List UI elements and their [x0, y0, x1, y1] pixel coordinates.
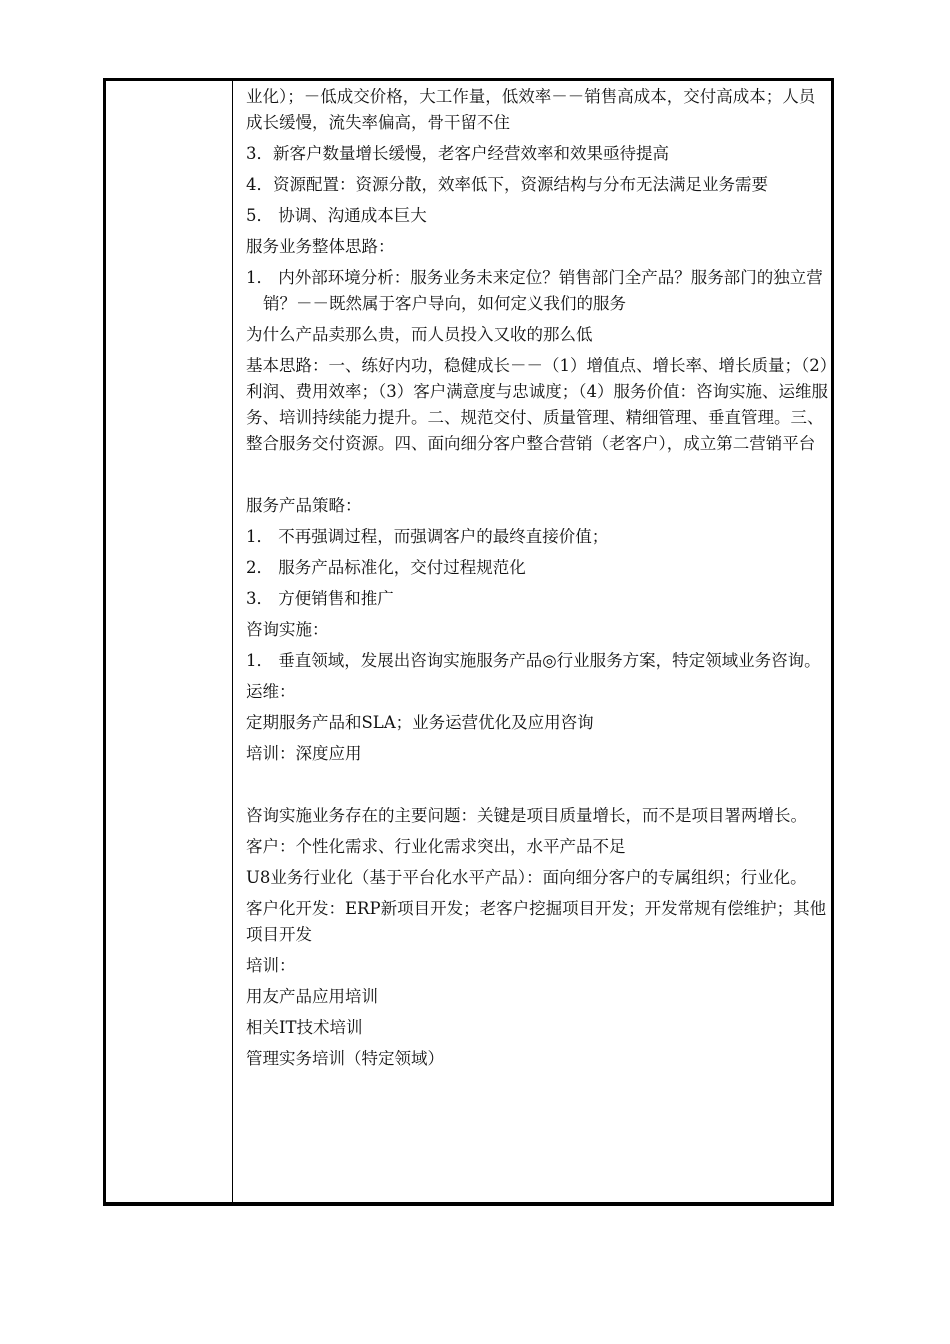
- paragraph-problem-3: 3．新客户数量增长缓慢，老客户经营效率和效果亟待提高: [246, 144, 669, 163]
- column-divider: [232, 81, 233, 1202]
- heading-overall-approach: 服务业务整体思路：: [246, 237, 395, 256]
- paragraph-strategy-3: 3． 方便销售和推广: [246, 589, 394, 608]
- right-column-content: [246, 84, 830, 1077]
- paragraph-customers: 客户：个性化需求、行业化需求突出，水平产品不足: [246, 837, 626, 856]
- paragraph-consulting-1: 1． 垂直领域，发展出咨询实施服务产品◎行业服务方案，特定领域业务咨询。: [246, 651, 821, 670]
- paragraph-pricing-question: 为什么产品卖那么贵，而人员投入又收的那么低: [246, 325, 593, 344]
- paragraph-training-3: 管理实务培训（特定领域）: [246, 1049, 444, 1068]
- paragraph-problem-5: 5． 协调、沟通成本巨大: [246, 206, 427, 225]
- paragraph-training-1: 用友产品应用培训: [246, 987, 378, 1006]
- heading-product-strategy: 服务产品策略：: [246, 496, 362, 515]
- paragraph-main-issues: 咨询实施业务存在的主要问题：关键是项目质量增长，而不是项目署两增长。: [246, 806, 807, 825]
- table-frame: [103, 78, 834, 1206]
- paragraph-strategy-1: 1． 不再强调过程，而强调客户的最终直接价值；: [246, 527, 609, 546]
- paragraph-problem-cont: 业化）；－低成交价格，大工作量，低效率－－销售高成本，交付高成本；人员成长缓慢，流失率偏高，骨干留不住: [246, 87, 816, 132]
- blank-line: [246, 772, 830, 798]
- paragraph-custom-dev: 客户化开发：ERP新项目开发；老客户挖掘项目开发；开发常规有偿维护；其他项目开发: [246, 899, 827, 944]
- paragraph-approach-1: 1． 内外部环境分析：服务业务未来定位？销售部门全产品？服务部门的独立营销？－－既然属于客户导向，如何定义我们的服务: [246, 268, 823, 313]
- paragraph-operations: 定期服务产品和SLA；业务运营优化及应用咨询: [246, 713, 594, 732]
- left-column-cell: [106, 81, 232, 1202]
- heading-training: 培训：: [246, 956, 296, 975]
- paragraph-problem-4: 4．资源配置：资源分散，效率低下，资源结构与分布无法满足业务需要: [246, 175, 768, 194]
- paragraph-strategy-2: 2． 服务产品标准化，交付过程规范化: [246, 558, 526, 577]
- paragraph-training-2: 相关IT技术培训: [246, 1018, 363, 1037]
- blank-line: [246, 462, 830, 488]
- paragraph-basic-approach: 基本思路：一、练好内功，稳健成长－－（1）增值点、增长率、增长质量；（2）利润、费用效率；（3）客户满意度与忠诚度；（4）服务价值：咨询实施、运维服务、培训持续能力提升。二、规范交付、质量管理、精细管理、垂直管理。三、整合服务交付资源。四、面向细分客户整合营销（老客户），成立第二营销平台: [246, 356, 828, 453]
- heading-operations: 运维：: [246, 682, 296, 701]
- paragraph-u8-industry: U8业务行业化（基于平台化水平产品）：面向细分客户的专属组织；行业化。: [246, 868, 807, 887]
- paragraph-training-deep: 培训：深度应用: [246, 744, 362, 763]
- heading-consulting: 咨询实施：: [246, 620, 329, 639]
